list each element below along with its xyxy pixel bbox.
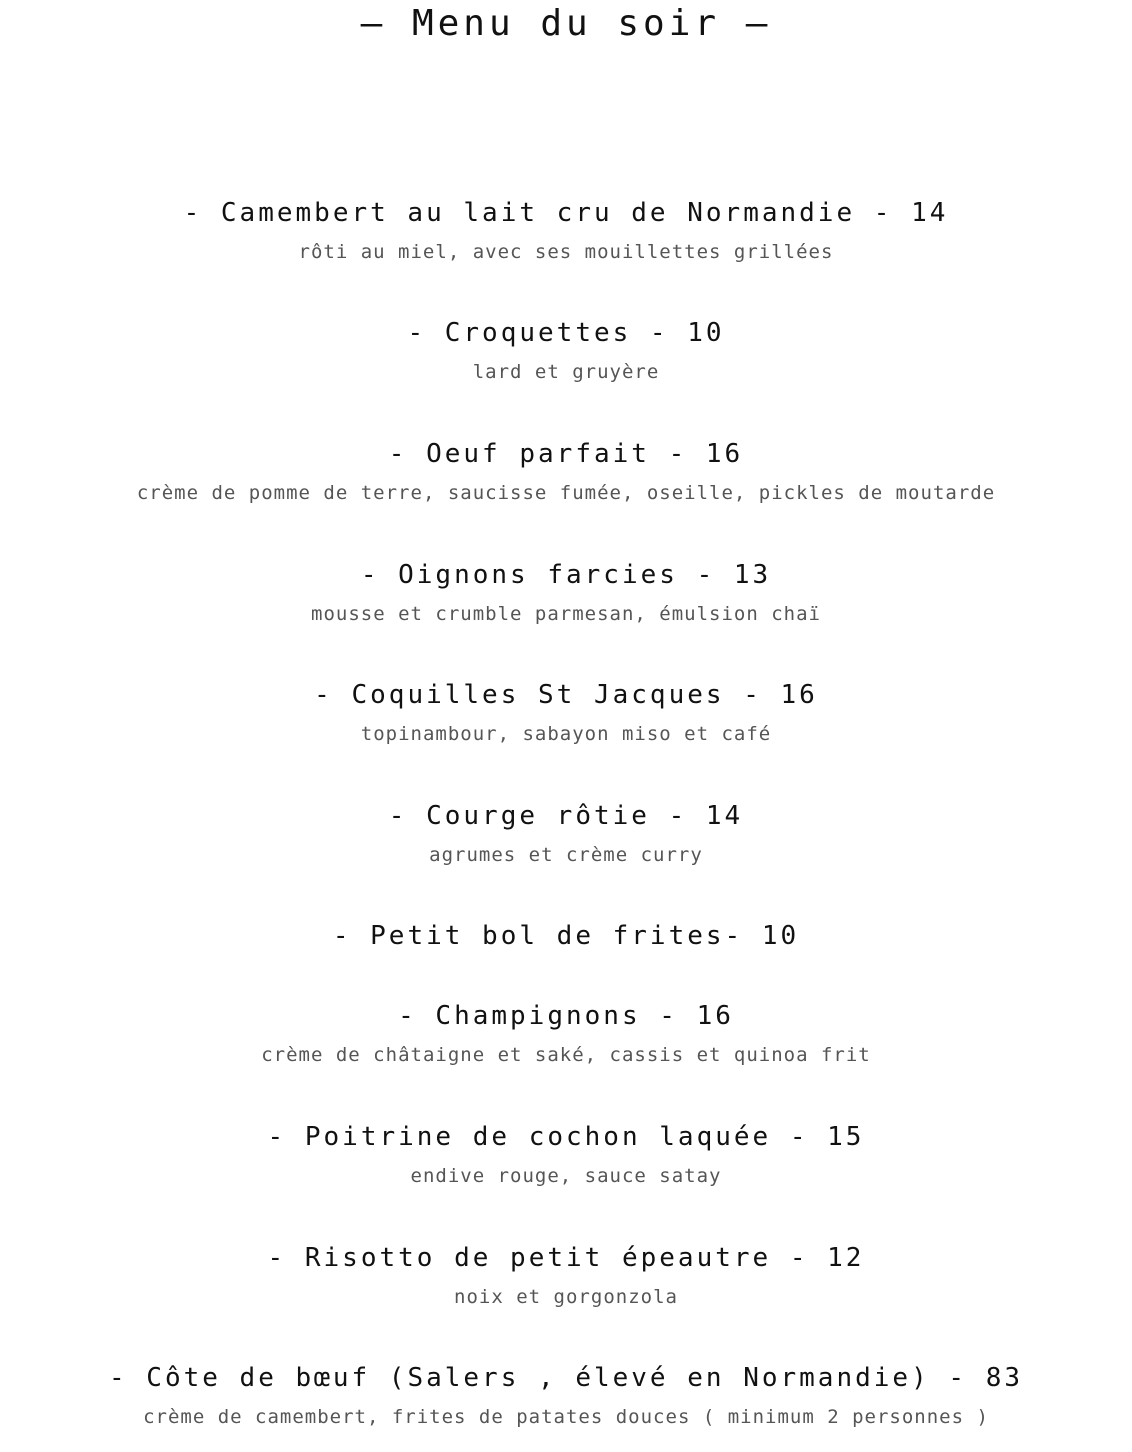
dish-description: mousse et crumble parmesan, émulsion chaï [311,603,821,625]
menu-item [0,196,1132,264]
dish-description: rôti au miel, avec ses mouillettes grillées [298,241,834,263]
menu-title: — Menu du soir — [360,3,772,44]
dish-name: - Côte de bœuf (Salers , élevé en Normandie) - 83 [108,1363,1023,1393]
menu-item [0,1241,1132,1309]
menu-item [0,437,1132,505]
menu-item [0,558,1132,626]
menu-item [0,316,1132,384]
dish-name: - Courge rôtie - 14 [388,801,744,831]
menu-item [0,999,1132,1067]
dish-description: agrumes et crème curry [429,844,703,866]
dish-description: crème de pomme de terre, saucisse fumée, oseille, pickles de moutarde [136,482,996,504]
menu-item [0,1120,1132,1188]
dish-name: - Camembert au lait cru de Normandie - 14 [183,198,949,228]
dish-name: - Petit bol de frites- 10 [332,921,800,951]
dish-description: endive rouge, sauce satay [410,1165,722,1187]
dish-name: - Coquilles St Jacques - 16 [314,680,818,710]
dish-description: topinambour, sabayon miso et café [360,723,772,745]
dish-description: crème de châtaigne et saké, cassis et quinoa frit [261,1044,871,1066]
dish-name: - Croquettes - 10 [407,318,725,348]
dish-name: - Champignons - 16 [398,1001,734,1031]
menu-item [0,799,1132,867]
dish-name: - Oeuf parfait - 16 [388,439,744,469]
dish-name: - Oignons farcies - 13 [360,560,772,590]
menu-item [0,678,1132,746]
dish-description: lard et gruyère [472,361,660,383]
dish-name: - Poitrine de cochon laquée - 15 [267,1122,865,1152]
dish-description: noix et gorgonzola [454,1286,678,1308]
menu-item [0,919,1132,953]
dish-name: - Risotto de petit épeautre - 12 [267,1243,865,1273]
dish-description: crème de camembert, frites de patates douces ( minimum 2 personnes ) [143,1406,989,1428]
menu-item [0,1361,1132,1429]
